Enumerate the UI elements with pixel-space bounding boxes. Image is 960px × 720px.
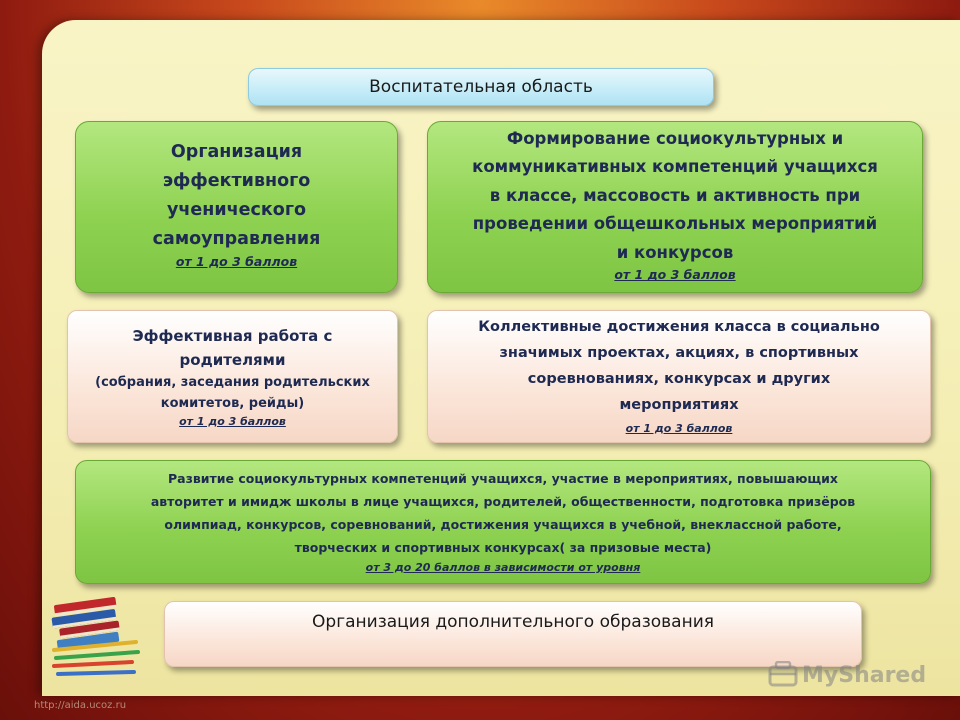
parents-note-2: комитетов, рейды) — [160, 395, 305, 411]
title-box — [248, 68, 714, 106]
sociocultural-box — [427, 121, 923, 293]
sociocultural-score: от 1 до 3 баллов — [614, 267, 736, 283]
page-title: Воспитательная область — [369, 77, 593, 97]
watermark-text: MyShared — [802, 662, 927, 688]
development-score: от 3 до 20 баллов в зависимости от уровня — [365, 561, 641, 574]
self-gov-score: от 1 до 3 баллов — [175, 254, 298, 269]
collective-box — [427, 310, 931, 443]
parents-note-1: (собрания, заседания родительских — [95, 374, 370, 390]
development-line-1: Развитие социокультурных компетенций учащихся, участие в мероприятиях, повышающих — [168, 471, 838, 486]
sociocultural-line-5: и конкурсов — [616, 242, 734, 262]
parents-box — [67, 310, 398, 443]
parents-line-1: Эффективная работа с — [132, 326, 333, 345]
self-gov-line-1: Организация — [170, 142, 303, 162]
collective-line-2: значимых проектах, акциях, в спортивных — [499, 344, 859, 361]
extra-education-box — [164, 601, 862, 667]
parents-line-2: родителями — [179, 350, 286, 369]
development-box — [75, 460, 931, 584]
development-line-3: олимпиад, конкурсов, соревнований, достижения учащихся в учебной, внеклассной работе, — [164, 517, 842, 532]
sociocultural-line-4: проведении общешкольных мероприятий — [472, 214, 878, 234]
parents-score: от 1 до 3 баллов — [179, 414, 286, 428]
self-gov-line-4: самоуправления — [152, 229, 321, 249]
sociocultural-line-1: Формирование социокультурных и — [506, 128, 844, 148]
self-gov-line-2: эффективного — [162, 171, 311, 191]
development-line-4: творческих и спортивных конкурсах( за призовые места) — [294, 540, 712, 555]
collective-line-4: мероприятиях — [619, 396, 739, 413]
collective-line-3: соревнованиях, конкурсах и других — [527, 370, 831, 387]
pencils-icon — [52, 640, 142, 686]
sociocultural-line-2: коммуникативных компетенций учащихся — [472, 157, 878, 177]
footer-url: http://aida.ucoz.ru — [34, 700, 127, 711]
collective-score: от 1 до 3 баллов — [625, 421, 733, 435]
sociocultural-line-3: в классе, массовость и активность при — [489, 185, 861, 205]
collective-line-1: Коллективные достижения класса в социально — [478, 318, 880, 335]
myshared-logo-icon — [768, 661, 798, 689]
extra-education-label: Организация дополнительного образования — [312, 612, 714, 632]
development-line-2: авторитет и имидж школы в лице учащихся, родителей, общественности, подготовка призёров — [150, 494, 856, 509]
self-gov-line-3: ученического — [167, 200, 306, 220]
self-government-box — [75, 121, 398, 293]
myshared-watermark — [768, 658, 928, 692]
